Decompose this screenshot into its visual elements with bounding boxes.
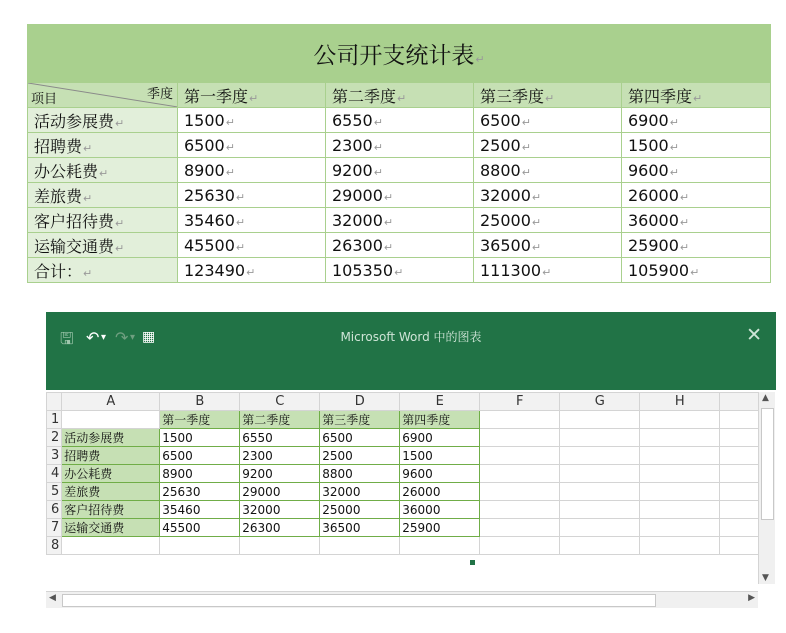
spreadsheet-grid xyxy=(46,392,760,555)
sheet-row xyxy=(47,519,760,537)
sheet-cell[interactable] xyxy=(640,483,720,501)
row-label[interactable]: 招聘费↵ xyxy=(28,133,178,158)
value-cell[interactable]: 123490↵ xyxy=(178,258,326,283)
sheet-cell[interactable] xyxy=(640,465,720,483)
excel-chart-data-window xyxy=(46,312,776,616)
sheet-cell[interactable] xyxy=(560,483,640,501)
row-header[interactable]: 6 xyxy=(47,501,62,519)
sheet-cell[interactable] xyxy=(560,519,640,537)
sheet-cell[interactable]: 29000 xyxy=(240,483,320,501)
sheet-cell[interactable]: 8800 xyxy=(320,465,400,483)
sheet-cell[interactable] xyxy=(720,519,760,537)
edit-data-icon[interactable]: ▦ xyxy=(142,329,156,345)
row-label[interactable]: 办公耗费↵ xyxy=(28,158,178,183)
value-cell[interactable]: 32000↵ xyxy=(326,208,474,233)
column-header[interactable]: A xyxy=(62,393,160,411)
sheet-cell[interactable]: 6900 xyxy=(400,429,480,447)
close-icon[interactable]: ✕ xyxy=(746,324,762,346)
select-all-corner[interactable] xyxy=(47,393,62,411)
sheet-cell[interactable]: 第二季度 xyxy=(240,411,320,429)
sheet-row xyxy=(47,537,760,555)
sheet-cell[interactable] xyxy=(720,537,760,555)
row-header[interactable]: 3 xyxy=(47,447,62,465)
sheet-cell[interactable]: 2500 xyxy=(320,447,400,465)
column-header[interactable]: E xyxy=(400,393,480,411)
scroll-thumb[interactable] xyxy=(62,594,656,607)
sheet-cell[interactable] xyxy=(480,447,560,465)
window-title: Microsoft Word 中的图表 xyxy=(340,330,482,344)
undo-icon[interactable]: ↶ xyxy=(86,328,100,347)
sheet-cell[interactable]: 6500 xyxy=(320,429,400,447)
sheet-cell[interactable]: 2300 xyxy=(240,447,320,465)
sheet-cell[interactable]: 1500 xyxy=(160,429,240,447)
redo-dropdown-icon[interactable]: ▾ xyxy=(130,332,136,343)
value-cell[interactable]: 25900↵ xyxy=(622,233,771,258)
sheet-cell[interactable] xyxy=(560,411,640,429)
sheet-cell[interactable] xyxy=(480,483,560,501)
redo-icon[interactable]: ↷ xyxy=(115,328,129,347)
sheet-cell[interactable]: 9600 xyxy=(400,465,480,483)
sheet-cell[interactable]: 9200 xyxy=(240,465,320,483)
row-label[interactable]: 客户招待费↵ xyxy=(28,208,178,233)
excel-titlebar xyxy=(46,312,776,390)
horizontal-scrollbar[interactable] xyxy=(46,591,758,608)
sheet-cell[interactable] xyxy=(640,501,720,519)
value-cell[interactable]: 105350↵ xyxy=(326,258,474,283)
row-header[interactable]: 1 xyxy=(47,411,62,429)
sheet-cell[interactable] xyxy=(720,429,760,447)
scroll-left-icon[interactable]: ◀ xyxy=(49,593,56,603)
undo-dropdown-icon[interactable]: ▾ xyxy=(101,332,107,343)
sheet-cell[interactable]: 第三季度 xyxy=(320,411,400,429)
sheet-cell[interactable] xyxy=(640,537,720,555)
row-header[interactable]: 5 xyxy=(47,483,62,501)
column-header[interactable]: G xyxy=(560,393,640,411)
sheet-cell[interactable] xyxy=(480,429,560,447)
value-cell[interactable]: 35460↵ xyxy=(178,208,326,233)
value-cell[interactable]: 105900↵ xyxy=(622,258,771,283)
value-cell[interactable]: 2300↵ xyxy=(326,133,474,158)
sheet-cell[interactable]: 36000 xyxy=(400,501,480,519)
value-cell[interactable]: 32000↵ xyxy=(474,183,622,208)
sheet-cell[interactable] xyxy=(480,501,560,519)
row-label[interactable]: 活动参展费↵ xyxy=(28,108,178,133)
sheet-cell[interactable] xyxy=(640,411,720,429)
sheet-cell[interactable]: 6500 xyxy=(160,447,240,465)
sheet-cell[interactable] xyxy=(720,465,760,483)
sheet-cell[interactable] xyxy=(480,537,560,555)
sheet-cell[interactable] xyxy=(720,501,760,519)
value-cell[interactable]: 111300↵ xyxy=(474,258,622,283)
row-label[interactable]: 运输交通费↵ xyxy=(28,233,178,258)
sheet-cell[interactable] xyxy=(720,411,760,429)
sheet-cell[interactable]: 36500 xyxy=(320,519,400,537)
fill-handle[interactable] xyxy=(470,560,475,565)
scroll-down-icon[interactable]: ▼ xyxy=(762,573,769,583)
value-cell[interactable]: 6550↵ xyxy=(326,108,474,133)
table-row xyxy=(28,233,771,258)
column-header-filler xyxy=(720,393,760,411)
column-header[interactable]: C xyxy=(240,393,320,411)
sheet-row xyxy=(47,501,760,519)
value-cell[interactable]: 36000↵ xyxy=(622,208,771,233)
value-cell[interactable]: 25000↵ xyxy=(474,208,622,233)
table-row xyxy=(28,258,771,283)
sheet-cell[interactable] xyxy=(560,501,640,519)
expense-table xyxy=(27,24,771,283)
sheet-cell[interactable] xyxy=(720,483,760,501)
sheet-row xyxy=(47,465,760,483)
sheet-cell[interactable] xyxy=(720,447,760,465)
sheet-cell[interactable]: 35460 xyxy=(160,501,240,519)
sheet-cell[interactable]: 客户招待费 xyxy=(62,501,160,519)
sheet-cell[interactable]: 32000 xyxy=(320,483,400,501)
row-header[interactable]: 7 xyxy=(47,519,62,537)
sheet-cell[interactable] xyxy=(480,411,560,429)
sheet-cell[interactable] xyxy=(560,537,640,555)
row-label[interactable]: 差旅费↵ xyxy=(28,183,178,208)
quarter-header[interactable]: 第二季度↵ xyxy=(326,83,474,108)
column-header[interactable]: B xyxy=(160,393,240,411)
value-cell[interactable]: 8800↵ xyxy=(474,158,622,183)
value-cell[interactable]: 6500↵ xyxy=(474,108,622,133)
column-header[interactable]: H xyxy=(640,393,720,411)
quarter-header[interactable]: 第一季度↵ xyxy=(178,83,326,108)
sheet-cell[interactable] xyxy=(560,465,640,483)
sheet-cell[interactable] xyxy=(560,429,640,447)
table-title[interactable]: 公司开支统计表↵ xyxy=(28,25,771,83)
vertical-scrollbar[interactable] xyxy=(758,392,775,584)
value-cell[interactable]: 6500↵ xyxy=(178,133,326,158)
column-header[interactable]: D xyxy=(320,393,400,411)
sheet-row xyxy=(47,429,760,447)
row-label[interactable]: 合计：↵ xyxy=(28,258,178,283)
row-header[interactable]: 4 xyxy=(47,465,62,483)
header-item-label: 项目 xyxy=(31,92,58,107)
value-cell[interactable]: 2500↵ xyxy=(474,133,622,158)
quarter-header[interactable]: 第三季度↵ xyxy=(474,83,622,108)
table-row xyxy=(28,183,771,208)
sheet-cell[interactable] xyxy=(640,429,720,447)
row-header[interactable]: 8 xyxy=(47,537,62,555)
sheet-cell[interactable]: 25630 xyxy=(160,483,240,501)
value-cell[interactable]: 26000↵ xyxy=(622,183,771,208)
value-cell[interactable]: 9200↵ xyxy=(326,158,474,183)
value-cell[interactable]: 1500↵ xyxy=(622,133,771,158)
sheet-cell[interactable]: 25000 xyxy=(320,501,400,519)
sheet-cell[interactable]: 运输交通费 xyxy=(62,519,160,537)
header-quarter-label: 季度 xyxy=(146,87,173,102)
value-cell[interactable]: 36500↵ xyxy=(474,233,622,258)
value-cell[interactable]: 6900↵ xyxy=(622,108,771,133)
sheet-row xyxy=(47,447,760,465)
table-row xyxy=(28,208,771,233)
sheet-cell[interactable]: 26000 xyxy=(400,483,480,501)
diagonal-header-cell[interactable] xyxy=(28,83,178,108)
sheet-cell[interactable] xyxy=(480,519,560,537)
sheet-cell[interactable] xyxy=(160,537,240,555)
sheet-cell[interactable] xyxy=(640,519,720,537)
row-header[interactable]: 2 xyxy=(47,429,62,447)
scroll-up-icon[interactable]: ▲ xyxy=(762,393,769,403)
sheet-cell[interactable]: 活动参展费 xyxy=(62,429,160,447)
sheet-cell[interactable] xyxy=(240,537,320,555)
scroll-thumb[interactable] xyxy=(761,408,774,520)
sheet-cell[interactable] xyxy=(560,447,640,465)
sheet-cell[interactable]: 26300 xyxy=(240,519,320,537)
sheet-cell[interactable] xyxy=(62,537,160,555)
sheet-cell[interactable]: 32000 xyxy=(240,501,320,519)
sheet-cell[interactable] xyxy=(320,537,400,555)
sheet-cell[interactable]: 招聘费 xyxy=(62,447,160,465)
value-cell[interactable]: 9600↵ xyxy=(622,158,771,183)
column-header[interactable]: F xyxy=(480,393,560,411)
scroll-right-icon[interactable]: ▶ xyxy=(748,593,755,603)
value-cell[interactable]: 45500↵ xyxy=(178,233,326,258)
value-cell[interactable]: 8900↵ xyxy=(178,158,326,183)
value-cell[interactable]: 1500↵ xyxy=(178,108,326,133)
sheet-row xyxy=(47,411,760,429)
sheet-cell[interactable]: 第四季度 xyxy=(400,411,480,429)
sheet-cell[interactable]: 45500 xyxy=(160,519,240,537)
value-cell[interactable]: 25630↵ xyxy=(178,183,326,208)
sheet-cell[interactable]: 第一季度 xyxy=(160,411,240,429)
sheet-row xyxy=(47,483,760,501)
table-row xyxy=(28,133,771,158)
sheet-cell[interactable]: 1500 xyxy=(400,447,480,465)
value-cell[interactable]: 26300↵ xyxy=(326,233,474,258)
sheet-cell[interactable] xyxy=(480,465,560,483)
sheet-cell[interactable] xyxy=(640,447,720,465)
sheet-cell[interactable]: 6550 xyxy=(240,429,320,447)
table-row xyxy=(28,108,771,133)
table-row xyxy=(28,158,771,183)
sheet-cell[interactable]: 25900 xyxy=(400,519,480,537)
sheet-cell[interactable]: 差旅费 xyxy=(62,483,160,501)
sheet-cell[interactable]: 8900 xyxy=(160,465,240,483)
sheet-cell[interactable]: 办公耗费 xyxy=(62,465,160,483)
sheet-cell[interactable] xyxy=(400,537,480,555)
save-icon[interactable]: 🖫 xyxy=(60,329,74,348)
value-cell[interactable]: 29000↵ xyxy=(326,183,474,208)
quarter-header[interactable]: 第四季度↵ xyxy=(622,83,771,108)
sheet-cell[interactable] xyxy=(62,411,160,429)
